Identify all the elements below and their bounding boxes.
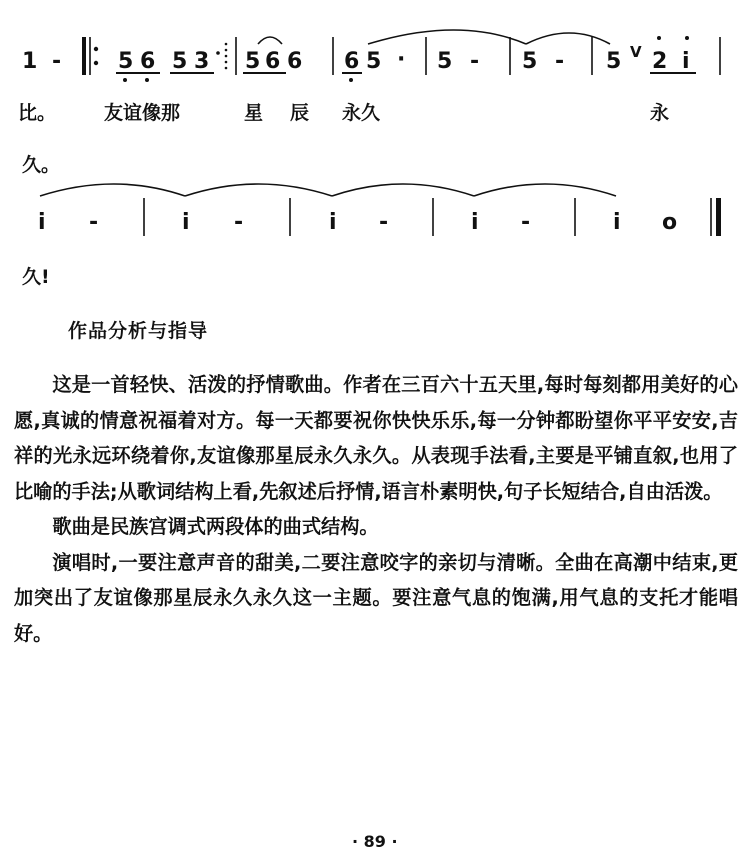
note: i	[38, 210, 46, 235]
note: -	[555, 49, 565, 74]
note: 5	[245, 49, 261, 74]
note: 6	[287, 49, 303, 74]
note: 5	[522, 49, 538, 74]
note: 6	[265, 49, 281, 74]
slur	[526, 33, 610, 44]
note: 5	[172, 49, 188, 74]
note: i	[613, 210, 621, 235]
lyric: 比。	[18, 102, 57, 124]
note: 5	[118, 49, 134, 74]
repeat-barline-thick	[82, 37, 86, 75]
paragraph: 歌曲是民族宫调式两段体的曲式结构。	[52, 515, 379, 538]
augmentation-dot: ·	[397, 47, 406, 72]
high-octave-dot	[685, 36, 689, 40]
lyric: 辰	[290, 102, 310, 124]
low-octave-dot	[349, 78, 353, 82]
score-line-3	[38, 184, 721, 236]
lyric: 友谊像那	[104, 102, 181, 124]
lyric: 久!	[22, 266, 50, 288]
note: 5	[437, 49, 453, 74]
note: -	[379, 210, 389, 235]
note: -	[521, 210, 531, 235]
note: 5	[606, 49, 622, 74]
note: -	[234, 210, 244, 235]
score-line-1	[22, 30, 720, 82]
high-octave-dot	[657, 36, 661, 40]
slur	[258, 37, 282, 44]
page-number: · 89 ·	[352, 832, 398, 851]
lyric: 久。	[22, 154, 61, 176]
note: i	[682, 49, 690, 74]
dotted-barline	[225, 55, 228, 58]
numbered-musical-score	[0, 0, 750, 300]
note: 5	[366, 49, 382, 74]
note: 1	[22, 49, 38, 74]
note: o	[662, 210, 678, 235]
lyric: 永久	[342, 102, 381, 124]
lyric: 永	[650, 102, 670, 124]
note: -	[470, 49, 480, 74]
note: 6	[344, 49, 360, 74]
note: 6	[140, 49, 156, 74]
repeat-dot	[94, 61, 98, 65]
repeat-dot	[94, 47, 98, 51]
paragraph: 演唱时,一要注意声音的甜美,二要注意咬字的亲切与清晰。全曲在高潮中结束,更加突出了友谊像那星辰永久永久这一主题。要注意气息的饱满,用气息的支托才能唱好。	[14, 550, 738, 645]
slur	[474, 184, 616, 196]
dotted-barline	[225, 49, 228, 52]
note: i	[471, 210, 479, 235]
dotted-barline	[225, 43, 228, 46]
lyric: 星	[244, 102, 264, 124]
note: -	[89, 210, 99, 235]
dotted-barline	[225, 61, 228, 64]
note: 2	[652, 49, 668, 74]
slur	[368, 30, 526, 44]
note: i	[182, 210, 190, 235]
slur	[185, 184, 332, 196]
note: 3	[194, 49, 210, 74]
low-octave-dot	[145, 78, 149, 82]
note: i	[329, 210, 337, 235]
low-octave-dot	[123, 78, 127, 82]
dotted-barline	[225, 67, 228, 70]
dot	[216, 51, 220, 55]
slur	[40, 184, 185, 196]
paragraph: 这是一首轻快、活泼的抒情歌曲。作者在三百六十五天里,每时每刻都用美好的心愿,真诚的情意祝福着对方。每一天都要祝你快快乐乐,每一分钟都盼望你平平安安,吉祥的光永远环绕着你,友谊像那星辰永久永久。从表现手法看,主要是平铺直叙,也用了比喻的手法;从歌词结构上看,先叙述后抒情,语言朴素明快,句子长短结合,自由活泼。	[14, 373, 738, 503]
slur	[332, 184, 474, 196]
note: -	[52, 49, 62, 74]
breath-mark: V	[630, 43, 642, 61]
section-heading: 作品分析与指导	[68, 320, 209, 342]
analysis-body	[14, 367, 738, 651]
final-barline-thick	[716, 198, 721, 236]
